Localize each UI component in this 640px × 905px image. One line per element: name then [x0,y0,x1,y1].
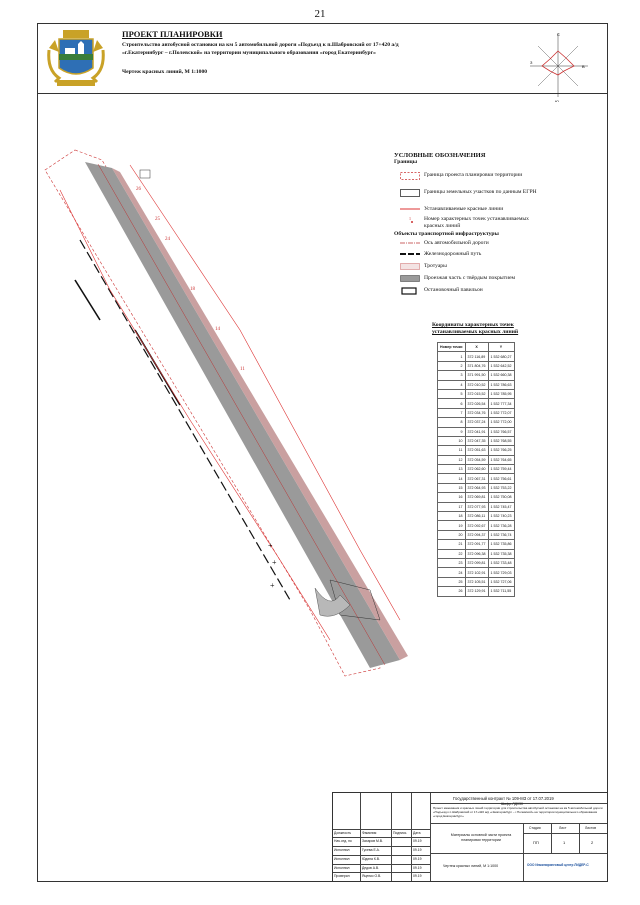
table-cell: 372 064,93 [465,483,488,492]
table-row [438,427,515,436]
compass-w-label: З [530,60,533,65]
table-row [438,512,515,521]
table-cell: 25 [438,577,466,586]
carriageway-fill [85,162,400,668]
table-cell: 372 129,91 [465,587,488,596]
table-cell: 18 [438,512,466,521]
stamp-sign-cell: Яценко О.В. [362,874,382,878]
table-cell: 1 532 740,23 [488,512,514,521]
stamp-col-sheet: Лист [559,826,567,830]
table-row [438,418,515,427]
stamp-sign-cell: Гусева Е.А. [362,848,380,852]
table-cell: 372 086,11 [465,512,488,521]
table-cell: 1 532 777,34 [488,399,514,408]
table-cell: 1 532 680,27 [488,352,514,361]
table-row [438,408,515,417]
table-cell: 9 [438,427,466,436]
stamp-col-sheets: Листов [585,826,597,830]
table-row [438,436,515,445]
table-row [438,577,515,586]
table-row [438,380,515,389]
table-cell: 1 532 660,38 [488,371,514,380]
parcel-symbol [400,189,420,197]
table-row [438,540,515,549]
stamp-code: Шифр.ЛД030 [501,802,524,806]
stamp-sign-cell: 09.19 [413,866,422,870]
stamp-sheet: 1 [563,840,566,845]
svg-text:1: 1 [409,216,411,221]
table-cell: 1 532 766,25 [488,446,514,455]
road-axis-line [98,164,385,665]
stamp-sign-header: Фамилия [362,831,377,835]
planning-boundary-outline [45,150,380,676]
table-cell: 1 532 764,65 [488,455,514,464]
table-cell: 1 532 733,48 [488,558,514,567]
table-cell: 1 532 750,08 [488,493,514,502]
stamp-sign-cell: Исполнил [334,848,350,852]
stamp-sign-cell: Исполнил [334,857,350,861]
table-cell: 372 047,35 [465,436,488,445]
table-cell: 1 532 753,22 [488,483,514,492]
table-cell: 16 [438,493,466,502]
compass-n-label: С [557,32,560,37]
stamp-sign-header: Должность [334,831,352,835]
coordinates-header-cell: Y [488,343,514,352]
legend: УСЛОВНЫЕ ОБОЗНАЧЕНИЯ Границы Граница проекта планировки территории Границы земельных участков по данным ЕГРН Устанавливаемые красные линии 1 Номер характерных точек устанавливаемых красных линий Объекты транспортной инфраструктуры Ось автомобильной дороги Железнодорожный путь Тротуары Проезжая часть с твёрдым покрытием Остановочный павильон [394,152,574,165]
stamp-sign-cell: 09.19 [413,839,422,843]
table-cell: 23 [438,558,466,567]
table-cell: 1 532 786,63 [488,380,514,389]
table-cell: 371 991,50 [465,371,488,380]
wind-rose-diagram [530,27,600,102]
table-row [438,371,515,380]
stamp-material: Материалы основной части проекта планировки территории [450,833,512,842]
table-cell: 6 [438,399,466,408]
table-row [438,587,515,596]
table-cell: 1 532 735,38 [488,549,514,558]
compass-e-label: В [582,64,585,69]
table-cell: 1 532 759,44 [488,465,514,474]
table-row [438,558,515,567]
table-cell: 1 532 729,03 [488,568,514,577]
table-cell: 26 [438,587,466,596]
table-row [438,549,515,558]
table-cell: 1 532 766,57 [488,427,514,436]
table-cell: 372 062,60 [465,465,488,474]
stamp-sheets: 2 [591,840,594,845]
coordinates-header-cell: X [465,343,488,352]
table-cell: 1 532 772,00 [488,418,514,427]
coordinates-table [437,342,515,597]
carriageway-symbol [400,275,420,282]
road-axis-symbol [400,240,420,246]
compass-s-label: Ю [555,99,560,102]
stamp-sign-cell: Проверил [334,874,350,878]
table-cell: 1 532 711,55 [488,587,514,596]
table-cell: 1 532 772,07 [488,408,514,417]
table-cell: 24 [438,568,466,577]
table-cell: 5 [438,389,466,398]
svg-text:+: + [270,581,275,590]
table-cell: 19 [438,521,466,530]
table-cell: 372 051,63 [465,446,488,455]
table-cell: 372 015,52 [465,389,488,398]
project-title: ПРОЕКТ ПЛАНИРОВКИ [122,29,223,39]
dashed-boundary-symbol [400,172,420,180]
table-cell: 1 532 642,52 [488,361,514,370]
table-cell: 11 [438,446,466,455]
page-number: 21 [314,8,326,20]
carriageway-shoulder [112,168,408,660]
coordinates-title-line2: устанавливаемых красных линий [432,329,519,335]
stamp-sign-cell: 09.19 [413,874,422,878]
legend-section-transport: Объекты транспортной инфраструктуры [394,231,499,237]
table-cell: 372 105,51 [465,577,488,586]
stamp-sign-header: Дата [413,831,421,835]
svg-text:25: 25 [155,217,160,222]
stamp-sign-cell: Юдина К.В. [362,857,380,861]
table-cell: 372 010,52 [465,380,488,389]
stamp-company: ООО Инжиниринговый центр ЛИДЕР-С [527,863,589,867]
table-row [438,465,515,474]
table-cell: 372 077,93 [465,502,488,511]
table-row [438,399,515,408]
table-row [438,530,515,539]
table-cell: 2 [438,361,466,370]
table-cell: 1 532 727,06 [488,577,514,586]
table-row [438,521,515,530]
table-cell: 1 [438,352,466,361]
stamp-sign-header: Подпись [393,831,407,835]
table-cell: 372 099,81 [465,558,488,567]
table-cell: 13 [438,465,466,474]
stamp-sheet-name: Чертеж красных линий, М 1:1000 [443,864,499,868]
table-row [438,361,515,370]
svg-text:24: 24 [165,237,170,242]
stamp-description: Проект межевания и красных линий территории для строительства автобусной остановки на км 5 автомобильной дороги «Подъезд к п.Шабровский от 17+420 а/д «г.Екатеринбург – г.Полевской» на территории муниципального образования «город Екатеринбург» [433,806,603,818]
table-row [438,568,515,577]
table-cell: 372 094,37 [465,530,488,539]
table-row [438,483,515,492]
table-row [438,455,515,464]
svg-text:+: + [272,558,277,567]
table-cell: 372 054,59 [465,455,488,464]
coordinates-block [432,322,568,594]
table-cell: 372 069,81 [465,493,488,502]
stamp-sign-cell: Исполнил [334,866,350,870]
stamp-stage: ПП [533,840,539,845]
table-cell: 12 [438,455,466,464]
svg-text:+: + [268,541,273,550]
coordinates-title-line1: Координаты характерных точек [432,322,514,328]
table-cell: 372 037,24 [465,418,488,427]
table-row [438,446,515,455]
point-number-symbol [400,216,420,226]
red-line-west [60,190,330,640]
project-subtitle: Строительство автобусной остановки на км 5 автомобильной дороги «Подъезд к п.Шабровский от 17+420 а/д «г.Екатеринбург – г.Полевской» на территории муниципального образования «город Екатеринбург» [122,42,399,56]
table-cell: 10 [438,436,466,445]
table-cell: 7 [438,408,466,417]
table-row [438,493,515,502]
table-cell: 372 034,76 [465,408,488,417]
stamp-sign-cell: 09.19 [413,857,422,861]
svg-text:14: 14 [215,327,220,332]
table-cell: 372 091,77 [465,540,488,549]
stamp-sign-cell: Дедов А.В. [362,866,380,870]
coordinates-header-row [438,343,515,352]
bus-stop-symbol [400,287,420,295]
table-cell: 371 804,76 [465,361,488,370]
drawing-name: Чертеж красных линий, М 1:1000 [122,69,208,75]
table-cell: 372 102,91 [465,568,488,577]
table-row [438,502,515,511]
table-cell: 1 532 756,61 [488,474,514,483]
table-cell: 372 041,91 [465,427,488,436]
table-cell: 372 092,67 [465,521,488,530]
stamp-sign-cell: 09.19 [413,848,422,852]
title-block-stamp [332,792,608,882]
table-row [438,352,515,361]
table-cell: 372 096,38 [465,549,488,558]
table-cell: 17 [438,502,466,511]
table-cell: 1 532 736,74 [488,530,514,539]
table-cell: 1 532 785,95 [488,389,514,398]
stamp-contract: Государственный контракт № 109-МЗ от 17.07.2019 [453,796,554,801]
stamp-sign-cell: Нач.отд. по [334,839,352,843]
coat-of-arms-logo [45,30,107,88]
table-cell: 1 532 735,86 [488,540,514,549]
table-cell: 21 [438,540,466,549]
red-line-symbol [400,206,420,212]
sidewalk-symbol [400,263,420,270]
table-cell: 14 [438,474,466,483]
stamp-sign-cell: Захаров М.В. [362,839,383,843]
table-cell: 8 [438,418,466,427]
table-cell: 3 [438,371,466,380]
coordinates-header-cell: Номер точки [438,343,466,352]
table-cell: 15 [438,483,466,492]
red-lines-plan-drawing [40,120,460,700]
table-cell: 22 [438,549,466,558]
table-cell: 20 [438,530,466,539]
stamp-col-stage: Стадия [529,826,541,830]
svg-text:26: 26 [136,187,141,192]
red-line-east [130,165,400,620]
svg-text:18: 18 [190,287,195,292]
table-cell: 372 116,89 [465,352,488,361]
table-cell: 372 067,31 [465,474,488,483]
table-cell: 1 532 768,55 [488,436,514,445]
table-row [438,389,515,398]
legend-title: УСЛОВНЫЕ ОБОЗНАЧЕНИЯ [394,152,486,159]
svg-text:11: 11 [240,367,245,372]
table-cell: 1 532 736,28 [488,521,514,530]
legend-section-borders: Границы [394,159,418,165]
table-cell: 1 532 745,47 [488,502,514,511]
railway-symbol [400,251,420,257]
table-cell: 372 026,54 [465,399,488,408]
table-row [438,474,515,483]
table-cell: 4 [438,380,466,389]
